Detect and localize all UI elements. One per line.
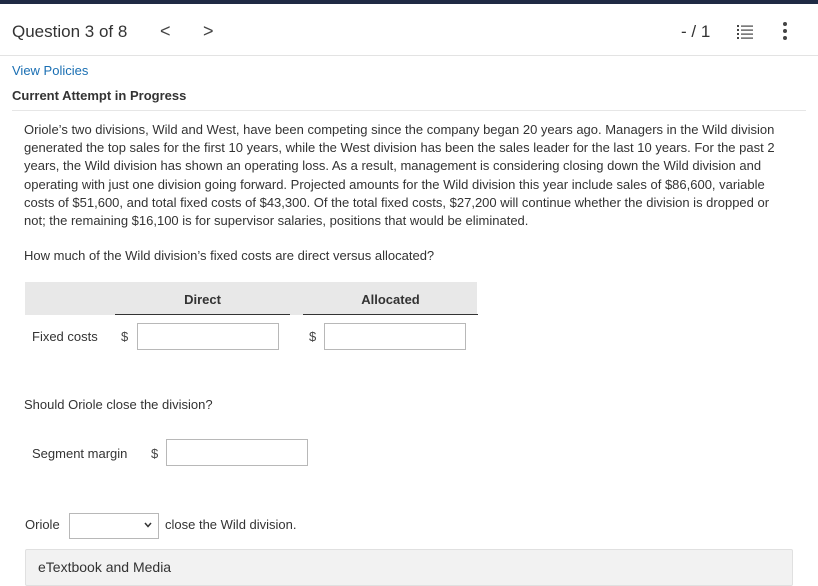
currency-symbol: $	[121, 329, 129, 344]
view-policies-link[interactable]: View Policies	[12, 63, 89, 78]
divider	[12, 110, 806, 111]
chevron-down-icon	[144, 521, 152, 529]
question-header	[0, 4, 818, 56]
segment-margin-label: Segment margin	[32, 446, 128, 461]
currency-symbol: $	[309, 329, 317, 344]
etextbook-media-panel[interactable]	[25, 549, 793, 586]
segment-margin-input[interactable]	[166, 439, 308, 466]
previous-question-button[interactable]: <	[160, 21, 171, 41]
decision-prefix: Oriole	[25, 517, 60, 532]
decision-select[interactable]	[69, 513, 159, 539]
problem-statement: Oriole’s two divisions, Wild and West, have been competing since the company began 20 years ago. Managers in the Wild division generated the top sales for the first 10 years, while the West division has been the sales leader for the last 10 years. For the past 2 years, the Wild division has shown an operating loss. As a result, management is considering closing down the Wild division and operating with just one division going forward. Projected amounts for the Wild division this year include sales of $86,600, variable costs of $51,600, and total fixed costs of $43,300. Of the total fixed costs, $27,200 will continue whether the division is dropped or not; the remaining $16,100 is for supervisor salaries, positions that would be eliminated.	[24, 122, 775, 229]
question-counter: Question 3 of 8	[12, 22, 128, 41]
fixed-costs-label: Fixed costs	[32, 329, 98, 344]
column-header-allocated: Allocated	[303, 283, 478, 315]
question-close-division: Should Oriole close the division?	[24, 397, 213, 412]
more-options-icon[interactable]	[782, 22, 788, 42]
score-display: - / 1	[681, 22, 711, 41]
allocated-fixed-costs-input[interactable]	[324, 323, 466, 350]
currency-symbol: $	[151, 446, 159, 461]
question-fixed-costs: How much of the Wild division’s fixed costs are direct versus allocated?	[24, 248, 435, 263]
etextbook-media-label: eTextbook and Media	[38, 559, 172, 575]
question-list-icon[interactable]	[737, 24, 753, 40]
next-question-button[interactable]: >	[203, 21, 214, 41]
direct-fixed-costs-input[interactable]	[137, 323, 279, 350]
attempt-status: Current Attempt in Progress	[12, 88, 187, 103]
column-header-direct: Direct	[115, 283, 290, 315]
decision-suffix: close the Wild division.	[165, 517, 297, 532]
